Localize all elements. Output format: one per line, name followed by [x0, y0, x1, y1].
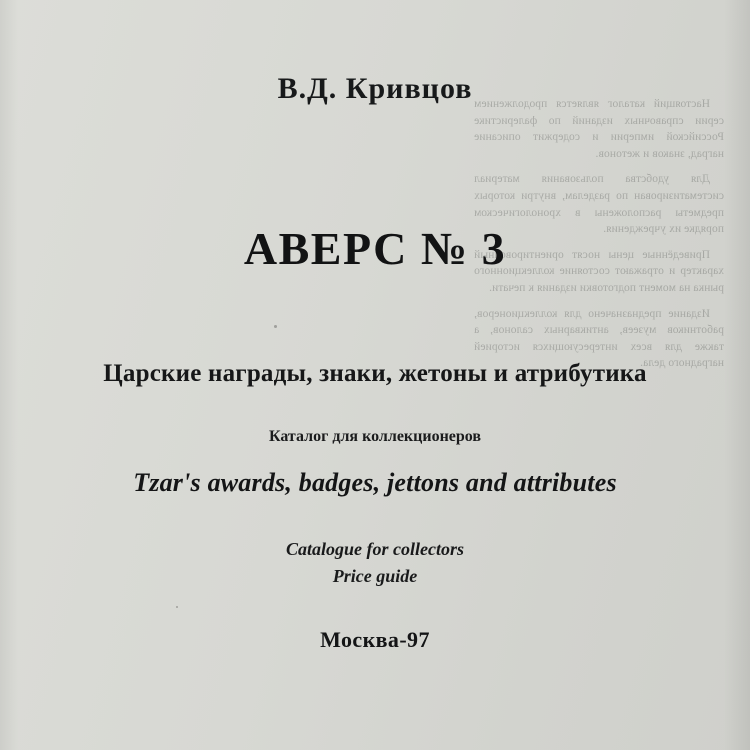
page-title: АВЕРС № 3: [243, 223, 507, 274]
subtitle-russian-secondary: Каталог для коллекционеров: [268, 428, 482, 445]
bleed-paragraph: Для удобства пользования материал систематизирован по разделам, внутри которых предметы расположены в хронологическом порядке их учреждения.: [474, 173, 724, 236]
author-name: В.Д. Кривцов: [277, 72, 473, 105]
imprint-line: Москва-97: [320, 627, 430, 652]
bleed-paragraph: Настоящий каталог является продолжением серии справочных изданий по фалеристике Российской империи и содержит описание наград, знаков и жетонов.: [474, 98, 724, 160]
title-english: Tzar's awards, badges, jettons and attributes: [133, 468, 617, 497]
subtitle-russian: Царские награды, знаки, жетоны и атрибутика: [103, 360, 647, 387]
bleed-paragraph: Приведённые цены носят ориентировочный характер и отражают состояние коллекционного рынка на момент подготовки издания к печати.: [474, 248, 724, 294]
bleed-paragraph: Издание предназначено для коллекционеров, работников музеев, антикварных салонов, а также для всех интересующихся историей наградного дела.: [474, 307, 724, 370]
subtitle-english: [0, 536, 750, 590]
subtitle-english-line2: Price guide: [332, 566, 418, 586]
subtitle-english-line1: Catalogue for collectors: [286, 539, 464, 559]
